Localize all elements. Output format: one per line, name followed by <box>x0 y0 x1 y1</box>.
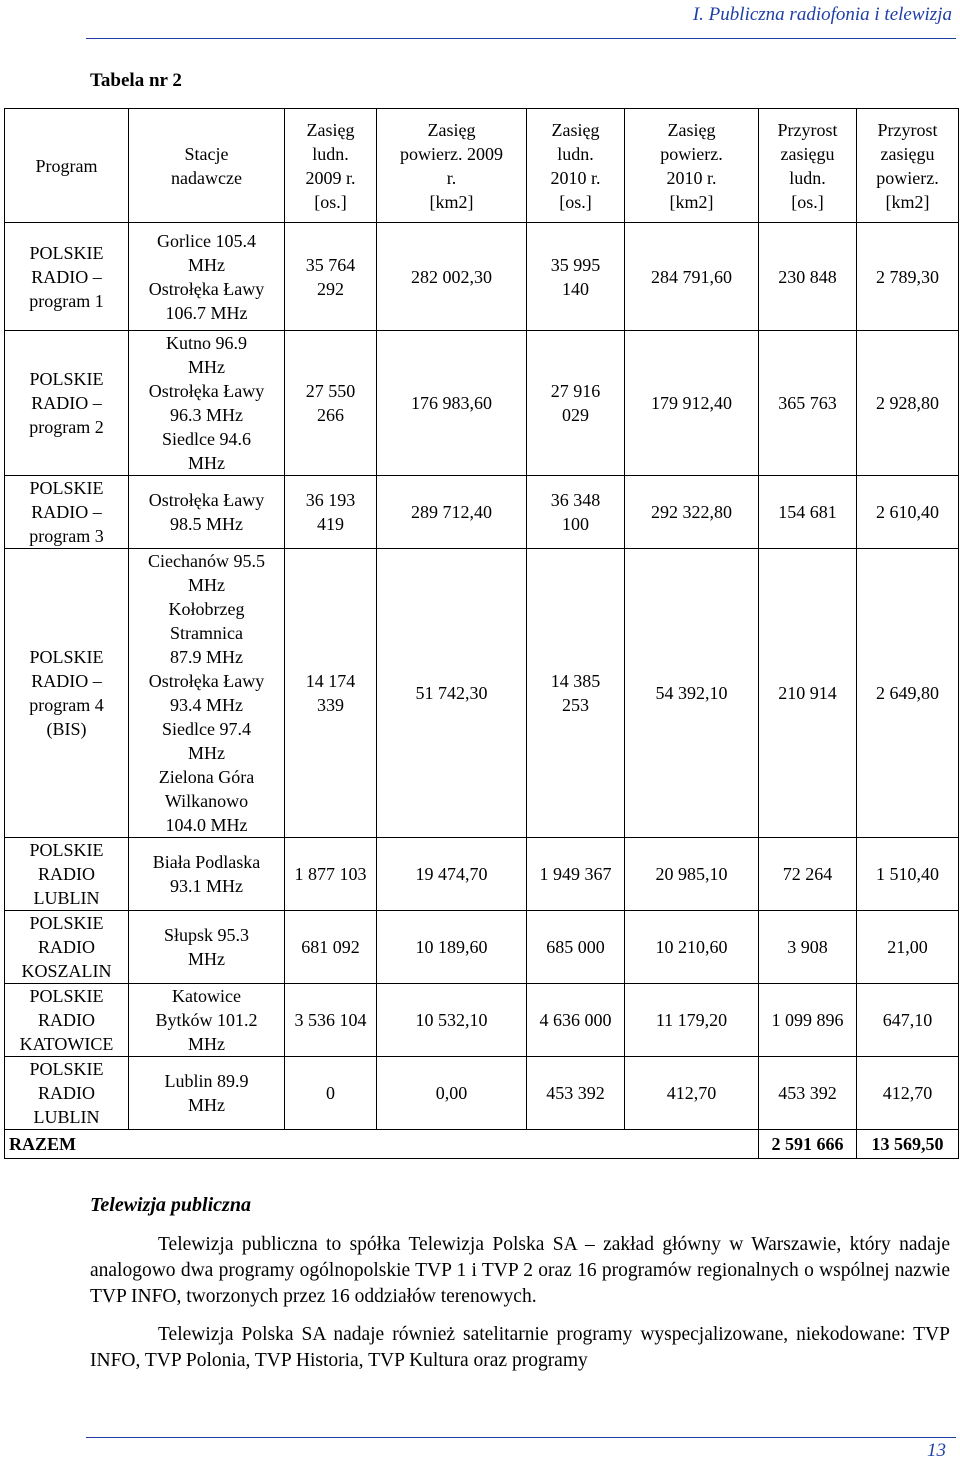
stations-cell-line: Kołobrzeg <box>168 599 245 619</box>
area-2009-cell: 51 742,30 <box>377 549 527 838</box>
population-2010-cell-line: 14 385 <box>550 671 601 691</box>
program-cell-line: RADIO – <box>31 266 102 287</box>
column-header <box>377 109 527 223</box>
column-header-line: [km2] <box>885 191 930 212</box>
paragraph-2: Telewizja Polska SA nadaje również satelitarnie programy wyspecjalizowane, niekodowane: TVP INFO, TVP Polonia, TVP Historia, TVP Kultura oraz programy <box>90 1324 950 1371</box>
area-growth-cell: 412,70 <box>857 1057 959 1130</box>
stations-cell <box>129 911 285 984</box>
area-growth-cell: 2 610,40 <box>857 476 959 549</box>
area-2009-cell: 0,00 <box>377 1057 527 1130</box>
stations-cell-line: MHz <box>188 575 225 595</box>
population-2010-cell <box>527 984 625 1057</box>
area-2010-cell: 10 210,60 <box>625 911 759 984</box>
total-label: RAZEM <box>5 1130 759 1159</box>
stations-cell <box>129 476 285 549</box>
column-header-line: zasięgu <box>780 143 835 164</box>
column-header-line: [os.] <box>314 191 347 212</box>
stations-cell-line: Siedlce 97.4 <box>162 719 251 739</box>
table-row <box>5 984 959 1057</box>
total-growth-area: 13 569,50 <box>857 1130 959 1159</box>
stations-cell-line: MHz <box>188 1034 225 1054</box>
table-header-row <box>5 109 959 223</box>
column-header <box>285 109 377 223</box>
column-header-line: Zasięg <box>427 119 476 140</box>
column-header-line: 2010 r. <box>550 167 601 188</box>
column-header-line: nadawcze <box>171 167 242 188</box>
stations-cell <box>129 331 285 476</box>
stations-cell-line: Ostrołęka Ławy <box>148 490 265 510</box>
stations-cell-line: 104.0 MHz <box>165 815 248 835</box>
program-cell-line: POLSKIE <box>29 913 104 933</box>
program-cell <box>5 838 129 911</box>
population-2009-cell-line: 36 193 <box>305 490 356 510</box>
stations-cell-line: 106.7 MHz <box>165 302 248 323</box>
program-cell-line: RADIO – <box>31 393 102 413</box>
program-cell <box>5 984 129 1057</box>
column-header-line: r. <box>446 167 457 188</box>
area-2009-cell: 19 474,70 <box>377 838 527 911</box>
population-2010-cell <box>527 476 625 549</box>
table-row <box>5 1057 959 1130</box>
program-cell-line: RADIO – <box>31 502 102 522</box>
population-2009-cell <box>285 838 377 911</box>
stations-cell-line: MHz <box>188 949 225 969</box>
population-2009-cell-line: 419 <box>317 514 344 534</box>
radio-coverage-table <box>4 108 959 1159</box>
population-2009-cell-line: 681 092 <box>301 937 360 957</box>
column-header-line: ludn. <box>312 143 349 164</box>
population-growth-cell: 1 099 896 <box>759 984 857 1057</box>
stations-cell <box>129 1057 285 1130</box>
area-2009-cell: 176 983,60 <box>377 331 527 476</box>
column-header-line: Przyrost <box>877 119 938 140</box>
program-cell-line: POLSKIE <box>29 986 104 1006</box>
population-2010-cell-line: 27 916 <box>550 381 601 401</box>
area-2009-cell: 10 532,10 <box>377 984 527 1057</box>
column-header-line: 2010 r. <box>666 167 717 188</box>
stations-cell <box>129 984 285 1057</box>
header-rule <box>86 38 956 39</box>
program-cell-line: program 2 <box>29 417 104 437</box>
population-2010-cell-line: 685 000 <box>546 937 605 957</box>
population-2010-cell-line: 029 <box>562 405 589 425</box>
paragraph-1: Telewizja publiczna to spółka Telewizja Polska SA – zakład główny w Warszawie, który nadaje analogowo dwa programy ogólnopolskie TVP 1 i TVP 2 oraz 16 programów regionalnych o wspólnej nazwie TVP INFO, tworzonych przez 16 oddziałów terenowych. <box>90 1234 950 1307</box>
program-cell-line: RADIO <box>38 1083 95 1103</box>
table-row <box>5 223 959 331</box>
column-header-line: 2009 r. <box>305 167 356 188</box>
area-growth-cell: 647,10 <box>857 984 959 1057</box>
area-2009-cell: 282 002,30 <box>377 223 527 331</box>
population-2009-cell-line: 266 <box>317 405 344 425</box>
column-header-line: ludn. <box>789 167 826 188</box>
stations-cell-line: Katowice <box>172 986 241 1006</box>
area-2010-cell: 179 912,40 <box>625 331 759 476</box>
column-header-line: powierz. <box>660 143 723 164</box>
population-growth-cell: 3 908 <box>759 911 857 984</box>
stations-cell-line: Słupsk 95.3 <box>163 925 250 945</box>
stations-cell <box>129 223 285 331</box>
program-cell-line: program 3 <box>29 526 104 546</box>
stations-cell-line: Biała Podlaska <box>152 852 261 872</box>
program-cell-line: (BIS) <box>46 719 87 739</box>
stations-cell-line: MHz <box>188 453 225 473</box>
column-header-line: powierz. 2009 <box>400 143 503 164</box>
stations-cell-line: Ostrołęka Ławy <box>148 278 265 299</box>
stations-cell-line: Ostrołęka Ławy <box>148 381 265 401</box>
column-header-line: [os.] <box>791 191 824 212</box>
stations-cell <box>129 549 285 838</box>
area-2010-cell: 284 791,60 <box>625 223 759 331</box>
stations-cell-line: Kutno 96.9 <box>166 333 247 353</box>
column-header-line: Stacje <box>184 143 229 164</box>
program-cell-line: KATOWICE <box>19 1034 114 1054</box>
table-body <box>5 223 959 1159</box>
population-2009-cell-line: 1 877 103 <box>294 864 367 884</box>
population-2010-cell-line: 253 <box>562 695 589 715</box>
column-header-line: ludn. <box>557 143 594 164</box>
area-growth-cell: 2 928,80 <box>857 331 959 476</box>
program-cell-line: RADIO – <box>31 671 102 691</box>
population-2010-cell-line: 36 348 <box>550 490 601 510</box>
program-cell-line: LUBLIN <box>33 1107 100 1127</box>
program-cell <box>5 223 129 331</box>
stations-cell-line: MHz <box>188 254 225 275</box>
program-cell <box>5 331 129 476</box>
table-row <box>5 476 959 549</box>
column-header-line: zasięgu <box>880 143 935 164</box>
population-2010-cell <box>527 911 625 984</box>
column-header-line: Zasięg <box>306 119 355 140</box>
population-2009-cell <box>285 476 377 549</box>
population-2009-cell-line: 3 536 104 <box>294 1010 367 1030</box>
program-cell <box>5 476 129 549</box>
population-2010-cell <box>527 223 625 331</box>
stations-cell-line: Gorlice 105.4 <box>157 230 256 251</box>
program-cell-line: program 4 <box>29 695 104 715</box>
column-header-line: [km2] <box>669 191 714 212</box>
table-caption: Tabela nr 2 <box>90 70 182 91</box>
population-growth-cell: 453 392 <box>759 1057 857 1130</box>
program-cell-line: RADIO <box>38 864 95 884</box>
program-cell-line: LUBLIN <box>33 888 100 908</box>
population-2010-cell-line: 453 392 <box>546 1083 605 1103</box>
population-2009-cell-line: 35 764 <box>305 254 356 275</box>
program-cell-line: POLSKIE <box>29 242 104 263</box>
program-cell <box>5 549 129 838</box>
population-2009-cell <box>285 1057 377 1130</box>
population-growth-cell: 72 264 <box>759 838 857 911</box>
stations-cell <box>129 838 285 911</box>
running-header-title: I. Publiczna radiofonia i telewizja <box>692 4 952 25</box>
total-growth-pop: 2 591 666 <box>759 1130 857 1159</box>
population-2010-cell-line: 35 995 <box>550 254 601 275</box>
column-header-line: [km2] <box>429 191 474 212</box>
program-cell-line: POLSKIE <box>29 478 104 498</box>
area-2010-cell: 11 179,20 <box>625 984 759 1057</box>
population-2010-cell <box>527 549 625 838</box>
program-cell <box>5 911 129 984</box>
population-growth-cell: 365 763 <box>759 331 857 476</box>
program-cell-line: POLSKIE <box>29 647 104 667</box>
stations-cell-line: 93.1 MHz <box>170 876 243 896</box>
column-header <box>5 109 129 223</box>
population-growth-cell: 230 848 <box>759 223 857 331</box>
population-2010-cell-line: 140 <box>562 278 589 299</box>
population-2010-cell <box>527 838 625 911</box>
population-2010-cell <box>527 1057 625 1130</box>
table-row <box>5 838 959 911</box>
stations-cell-line: Stramnica <box>170 623 243 643</box>
area-2010-cell: 412,70 <box>625 1057 759 1130</box>
stations-cell-line: 87.9 MHz <box>170 647 243 667</box>
stations-cell-line: Lublin 89.9 <box>164 1071 249 1091</box>
section-title: Telewizja publiczna <box>90 1194 251 1216</box>
stations-cell-line: Zielona Góra <box>158 767 255 787</box>
population-2009-cell <box>285 911 377 984</box>
table-row <box>5 911 959 984</box>
area-growth-cell: 1 510,40 <box>857 838 959 911</box>
table-row <box>5 331 959 476</box>
stations-cell-line: MHz <box>188 357 225 377</box>
stations-cell-line: 98.5 MHz <box>170 514 243 534</box>
program-cell-line: POLSKIE <box>29 1059 104 1079</box>
stations-cell-line: 96.3 MHz <box>170 405 243 425</box>
stations-cell-line: Wilkanowo <box>164 791 249 811</box>
population-2010-cell-line: 1 949 367 <box>539 864 612 884</box>
population-growth-cell: 154 681 <box>759 476 857 549</box>
population-2009-cell-line: 27 550 <box>305 381 356 401</box>
stations-cell-line: Siedlce 94.6 <box>162 429 251 449</box>
population-2010-cell-line: 4 636 000 <box>539 1010 612 1030</box>
population-2009-cell <box>285 984 377 1057</box>
stations-cell-line: MHz <box>188 1095 225 1115</box>
area-growth-cell: 2 789,30 <box>857 223 959 331</box>
area-2010-cell: 292 322,80 <box>625 476 759 549</box>
column-header <box>527 109 625 223</box>
column-header <box>759 109 857 223</box>
program-cell-line: program 1 <box>29 290 104 311</box>
stations-cell-line: Ostrołęka Ławy <box>148 671 265 691</box>
area-2009-cell: 10 189,60 <box>377 911 527 984</box>
population-2010-cell-line: 100 <box>562 514 589 534</box>
column-header-line: powierz. <box>876 167 939 188</box>
page-number: 13 <box>927 1440 946 1461</box>
program-cell-line: POLSKIE <box>29 369 104 389</box>
area-growth-cell: 21,00 <box>857 911 959 984</box>
column-header-line: Przyrost <box>777 119 838 140</box>
population-2009-cell-line: 292 <box>317 278 344 299</box>
program-cell <box>5 1057 129 1130</box>
population-2009-cell <box>285 223 377 331</box>
stations-cell-line: 93.4 MHz <box>170 695 243 715</box>
area-2010-cell: 54 392,10 <box>625 549 759 838</box>
population-2009-cell <box>285 331 377 476</box>
population-2009-cell <box>285 549 377 838</box>
column-header-line: Zasięg <box>667 119 716 140</box>
area-2010-cell: 20 985,10 <box>625 838 759 911</box>
column-header <box>625 109 759 223</box>
population-2010-cell <box>527 331 625 476</box>
population-2009-cell-line: 14 174 <box>305 671 356 691</box>
stations-cell-line: Bytków 101.2 <box>155 1010 258 1030</box>
program-cell-line: POLSKIE <box>29 840 104 860</box>
area-2009-cell: 289 712,40 <box>377 476 527 549</box>
footer-rule <box>86 1437 956 1438</box>
column-header-line: Zasięg <box>551 119 600 140</box>
column-header-line: [os.] <box>559 191 592 212</box>
program-cell-line: RADIO <box>38 1010 95 1030</box>
stations-cell-line: MHz <box>188 743 225 763</box>
column-header <box>129 109 285 223</box>
population-growth-cell: 210 914 <box>759 549 857 838</box>
column-header-line: Program <box>35 155 98 176</box>
population-2009-cell-line: 0 <box>326 1083 335 1103</box>
program-cell-line: KOSZALIN <box>21 961 112 981</box>
table-row <box>5 549 959 838</box>
total-row <box>5 1130 959 1159</box>
program-cell-line: RADIO <box>38 937 95 957</box>
stations-cell-line: Ciechanów 95.5 <box>148 551 265 571</box>
column-header <box>857 109 959 223</box>
population-2009-cell-line: 339 <box>317 695 344 715</box>
area-growth-cell: 2 649,80 <box>857 549 959 838</box>
